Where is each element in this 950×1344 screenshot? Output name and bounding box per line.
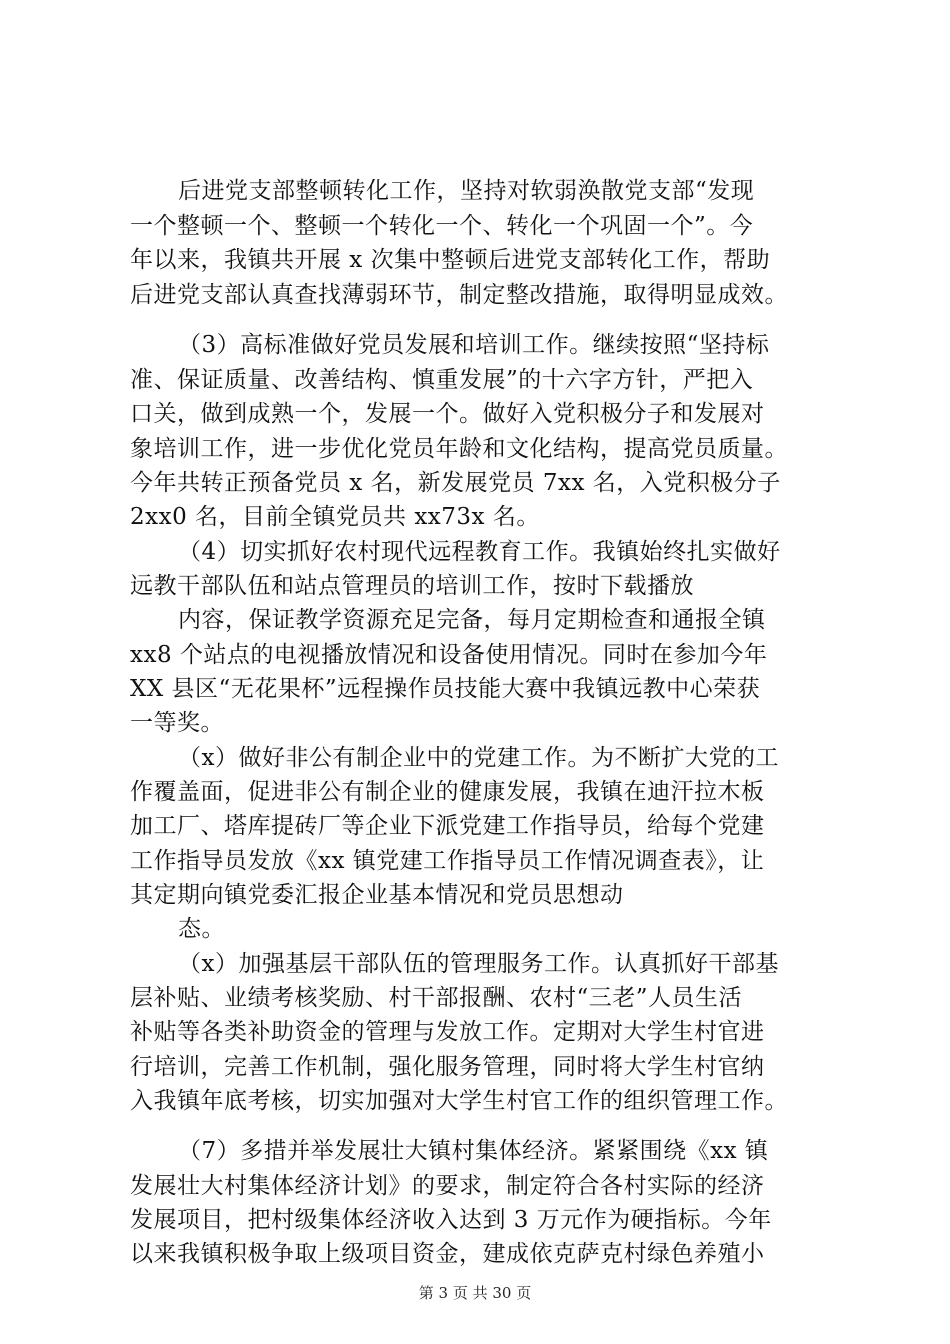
text-line: 口关，做到成熟一个，发展一个。做好入党积极分子和发展对 [130, 401, 765, 427]
text-line: 入我镇年底考核，切实加强对大学生村官工作的组织管理工作。 [130, 1088, 788, 1114]
text-line: （3）高标准做好党员发展和培训工作。继续按照“坚持标 [178, 332, 770, 358]
text-line: 2xx0 名，目前全镇党员共 xx73x 名。 [130, 504, 540, 530]
text-line: （x）做好非公有制企业中的党建工作。为不断扩大党的工 [178, 745, 779, 771]
text-line: 今年共转正预备党员 x 名，新发展党员 7xx 名，入党积极分子 [130, 470, 781, 496]
text-line: 内容，保证教学资源充足完备，每月定期检查和通报全镇 [178, 607, 766, 633]
text-line: 远教干部队伍和站点管理员的培训工作，按时下载播放 [130, 573, 694, 599]
text-line: 后进党支部整顿转化工作，坚持对软弱涣散党支部“发现 [178, 178, 755, 204]
text-line: （7）多措并举发展壮大镇村集体经济。紧紧围绕《xx 镇 [178, 1138, 769, 1164]
text-line: 年以来，我镇共开展 x 次集中整顿后进党支部转化工作，帮助 [130, 247, 771, 273]
text-line: 一等奖。 [130, 710, 224, 736]
text-line: 工作指导员发放《xx 镇党建工作指导员工作情况调查表》，让 [130, 848, 765, 874]
text-line: 加工厂、塔库提砖厂等企业下派党建工作指导员，给每个党建 [130, 813, 765, 839]
text-line: 其定期向镇党委汇报企业基本情况和党员思想动 [130, 882, 624, 908]
text-line: 作覆盖面，促进非公有制企业的健康发展，我镇在迪汗拉木板 [130, 779, 765, 805]
text-line: （4）切实抓好农村现代远程教育工作。我镇始终扎实做好 [178, 539, 781, 565]
text-line: 发展壮大村集体经济计划》的要求，制定符合各村实际的经济 [130, 1173, 765, 1199]
page-number-footer: 第 3 页 共 30 页 [418, 1284, 532, 1302]
text-line: XX 县区“无花果杯”远程操作员技能大赛中我镇远教中心荣获 [130, 676, 761, 702]
text-line: xx8 个站点的电视播放情况和设备使用情况。同时在参加今年 [130, 642, 768, 668]
text-line: 态。 [178, 916, 225, 942]
text-line: 发展项目，把村级集体经济收入达到 3 万元作为硬指标。今年 [130, 1207, 772, 1233]
text-line: 补贴等各类补助资金的管理与发放工作。定期对大学生村官进 [130, 1019, 765, 1045]
text-line: 准、保证质量、改善结构、慎重发展”的十六字方针，严把入 [130, 367, 754, 393]
text-line: 后进党支部认真查找薄弱环节，制定整改措施，取得明显成效。 [130, 282, 788, 308]
text-line: （x）加强基层干部队伍的管理服务工作。认真抓好干部基 [178, 951, 779, 977]
text-line: 以来我镇积极争取上级项目资金，建成依克萨克村绿色养殖小 [130, 1241, 765, 1267]
text-line: 行培训，完善工作机制，强化服务管理，同时将大学生村官纳 [130, 1054, 765, 1080]
text-line: 层补贴、业绩考核奖励、村干部报酬、农村“三老”人员生活 [130, 985, 743, 1011]
text-line: 一个整顿一个、整顿一个转化一个、转化一个巩固一个”。今 [130, 213, 754, 239]
text-line: 象培训工作，进一步优化党员年龄和文化结构，提高党员质量。 [130, 436, 788, 462]
